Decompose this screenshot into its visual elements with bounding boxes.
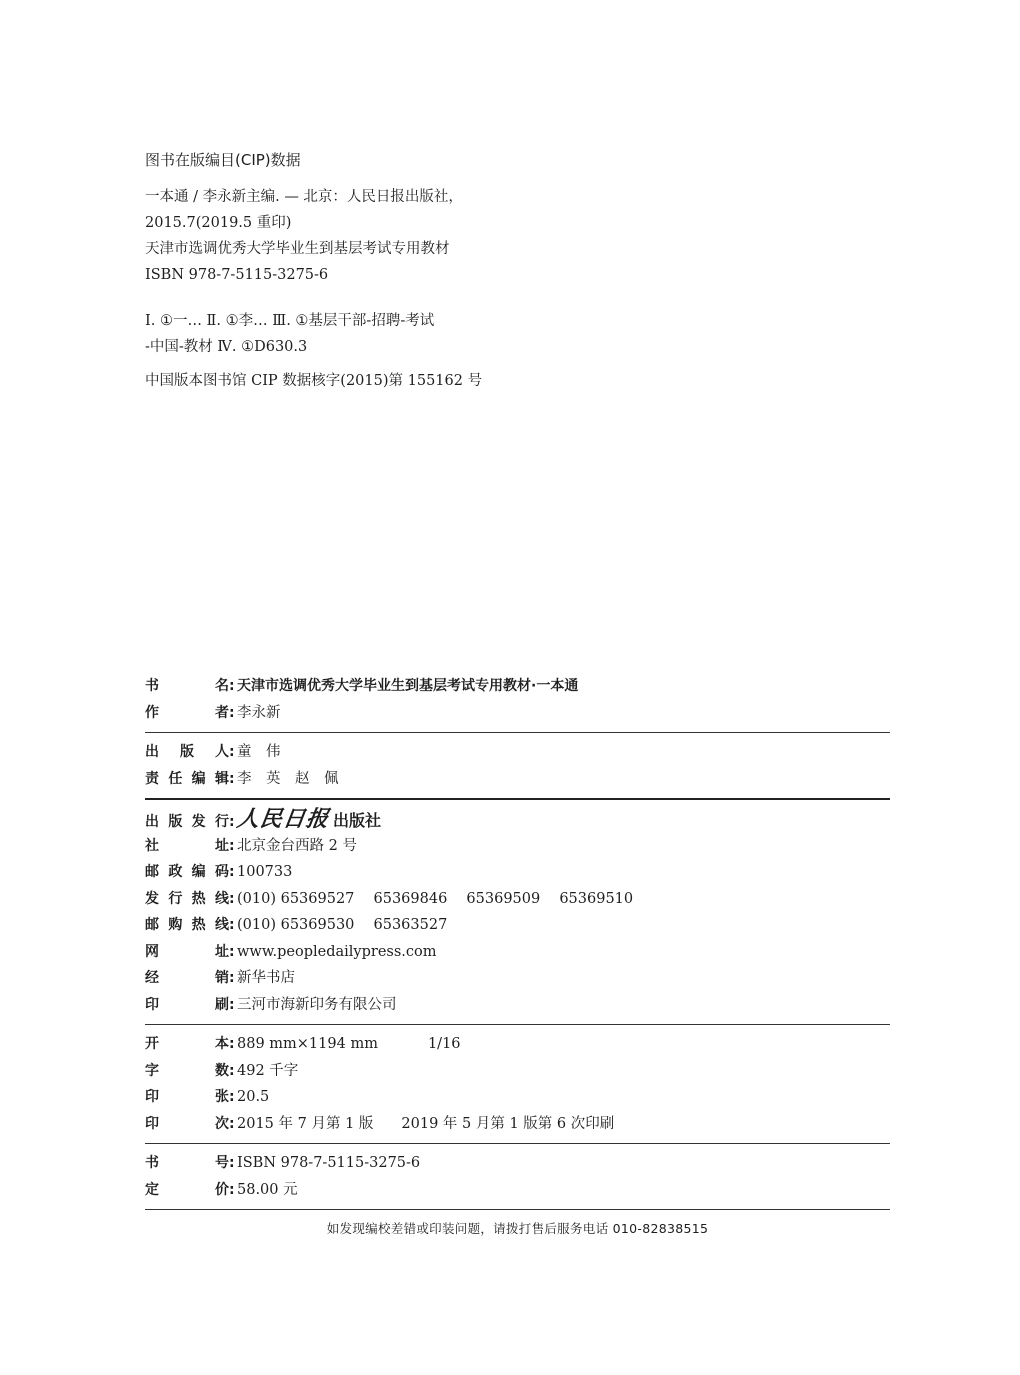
row-label: 出 版 发 行 xyxy=(145,814,229,830)
row-edition: 印 次 : 2015 年 7 月第 1 版 2019 年 5 月第 1 版第 6 次印刷 xyxy=(145,1111,890,1138)
format-size: 889 mm×1194 mm xyxy=(237,1036,378,1052)
publisher-address: 北京金台西路 2 号 xyxy=(237,837,357,854)
row-mail-hotline: 邮 购 热 线 : (010) 65369530 65363527 xyxy=(145,912,890,939)
row-label: 印 刷 xyxy=(145,996,229,1013)
row-label: 印 次 xyxy=(145,1115,229,1132)
row-distributor: 经 销 : 新华书店 xyxy=(145,965,890,992)
cip-classification xyxy=(145,308,785,360)
row-format: 开 本 : 889 mm×1194 mm 1/16 xyxy=(145,1031,890,1058)
postcode: 100733 xyxy=(237,864,293,880)
printing-edition: 2019 年 5 月第 1 版第 6 次印刷 xyxy=(401,1115,615,1132)
cip-data-block xyxy=(145,150,785,394)
row-label: 开 本 xyxy=(145,1036,229,1052)
printer: 三河市海新印务有限公司 xyxy=(237,996,397,1013)
cip-heading: 图书在版编目(CIP)数据 xyxy=(145,151,301,169)
divider xyxy=(145,1143,890,1144)
price: 58.00 元 xyxy=(237,1181,298,1198)
row-label: 印 张 xyxy=(145,1089,229,1105)
cip-record xyxy=(145,368,785,394)
cip-record-line: 中国版本图书馆 CIP 数据核字(2015)第 155162 号 xyxy=(145,373,483,389)
row-label: 网 址 xyxy=(145,943,229,960)
printed-sheets: 20.5 xyxy=(237,1089,270,1105)
row-label: 发 行 热 线 xyxy=(145,890,229,907)
isbn: ISBN 978-7-5115-3275-6 xyxy=(237,1155,421,1171)
format-fraction: 1/16 xyxy=(427,1036,461,1052)
row-price: 定 价 : 58.00 元 xyxy=(145,1177,890,1204)
divider xyxy=(145,1209,890,1210)
divider xyxy=(145,1024,890,1025)
row-label: 定 价 xyxy=(145,1181,229,1198)
row-label: 出 版 人 xyxy=(145,744,229,760)
row-publisher: 出 版 发 行 : 人民日报 出版社 xyxy=(145,806,890,833)
row-label: 作 者 xyxy=(145,704,229,721)
book-title: 天津市选调优秀大学毕业生到基层考试专用教材·一本通 xyxy=(237,678,579,694)
cip-classification-line: -中国-教材 Ⅳ. ①D630.3 xyxy=(145,339,308,355)
book-author: 李永新 xyxy=(237,704,281,721)
sales-hotline: (010) 65369527 65369846 65369509 65369510 xyxy=(237,890,634,907)
row-label: 责 任 编 辑 xyxy=(145,770,229,787)
mail-order-hotline: (010) 65369530 65363527 xyxy=(237,917,448,933)
cip-line: 2015.7(2019.5 重印) xyxy=(145,215,292,231)
cip-classification-line: Ⅰ. ①一… Ⅱ. ①李… Ⅲ. ①基层干部-招聘-考试 xyxy=(145,313,435,329)
row-label: 邮 政 编 码 xyxy=(145,864,229,880)
cip-description xyxy=(145,184,785,288)
row-postcode: 邮 政 编 码 : 100733 xyxy=(145,859,890,886)
publisher-logo xyxy=(237,806,381,835)
word-count: 492 千字 xyxy=(237,1062,299,1079)
after-sales-note: 如发现编校差错或印装问题，请拨打售后服务电话 010-82838515 xyxy=(326,1221,709,1236)
divider xyxy=(145,732,890,733)
cip-line: 一本通 / 李永新主编. — 北京：人民日报出版社， xyxy=(145,189,463,205)
row-address: 社 址 : 北京金台西路 2 号 xyxy=(145,833,890,860)
row-sales-hotline: 发 行 热 线 : (010) 65369527 65369846 65369509 65369510 xyxy=(145,886,890,913)
divider xyxy=(145,798,890,800)
row-label: 书 名 xyxy=(145,678,229,694)
row-label: 书 号 xyxy=(145,1155,229,1171)
distributor: 新华书店 xyxy=(237,970,295,986)
row-sheets: 印 张 : 20.5 xyxy=(145,1084,890,1111)
row-editors: 责 任 编 辑 : 李 英 赵 佩 xyxy=(145,766,890,793)
copyright-block xyxy=(145,673,890,1216)
row-label: 社 址 xyxy=(145,837,229,854)
row-author: 作 者 : 李永新 xyxy=(145,700,890,727)
row-label: 经 销 xyxy=(145,970,229,986)
publisher-logo-text: 人民日报 xyxy=(235,806,331,832)
cip-line: 天津市选调优秀大学毕业生到基层考试专用教材 xyxy=(145,241,450,257)
row-label: 邮 购 热 线 xyxy=(145,917,229,933)
responsible-editors: 李 英 赵 佩 xyxy=(237,770,339,787)
row-word-count: 字 数 : 492 千字 xyxy=(145,1058,890,1085)
row-printer: 印 刷 : 三河市海新印务有限公司 xyxy=(145,992,890,1019)
publisher-logo-suffix: 出版社 xyxy=(333,811,382,830)
row-publisher-person: 出 版 人 : 童 伟 xyxy=(145,739,890,766)
publisher-person: 童 伟 xyxy=(237,744,281,760)
row-title: 书 名 : 天津市选调优秀大学毕业生到基层考试专用教材·一本通 xyxy=(145,673,890,700)
first-edition: 2015 年 7 月第 1 版 xyxy=(237,1115,374,1132)
website-link[interactable]: www.peopledailypress.com xyxy=(237,943,437,960)
row-website: 网 址 : www.peopledailypress.com xyxy=(145,939,890,966)
row-isbn: 书 号 : ISBN 978-7-5115-3275-6 xyxy=(145,1150,890,1177)
row-label: 字 数 xyxy=(145,1062,229,1079)
cip-line: ISBN 978-7-5115-3275-6 xyxy=(145,267,329,283)
